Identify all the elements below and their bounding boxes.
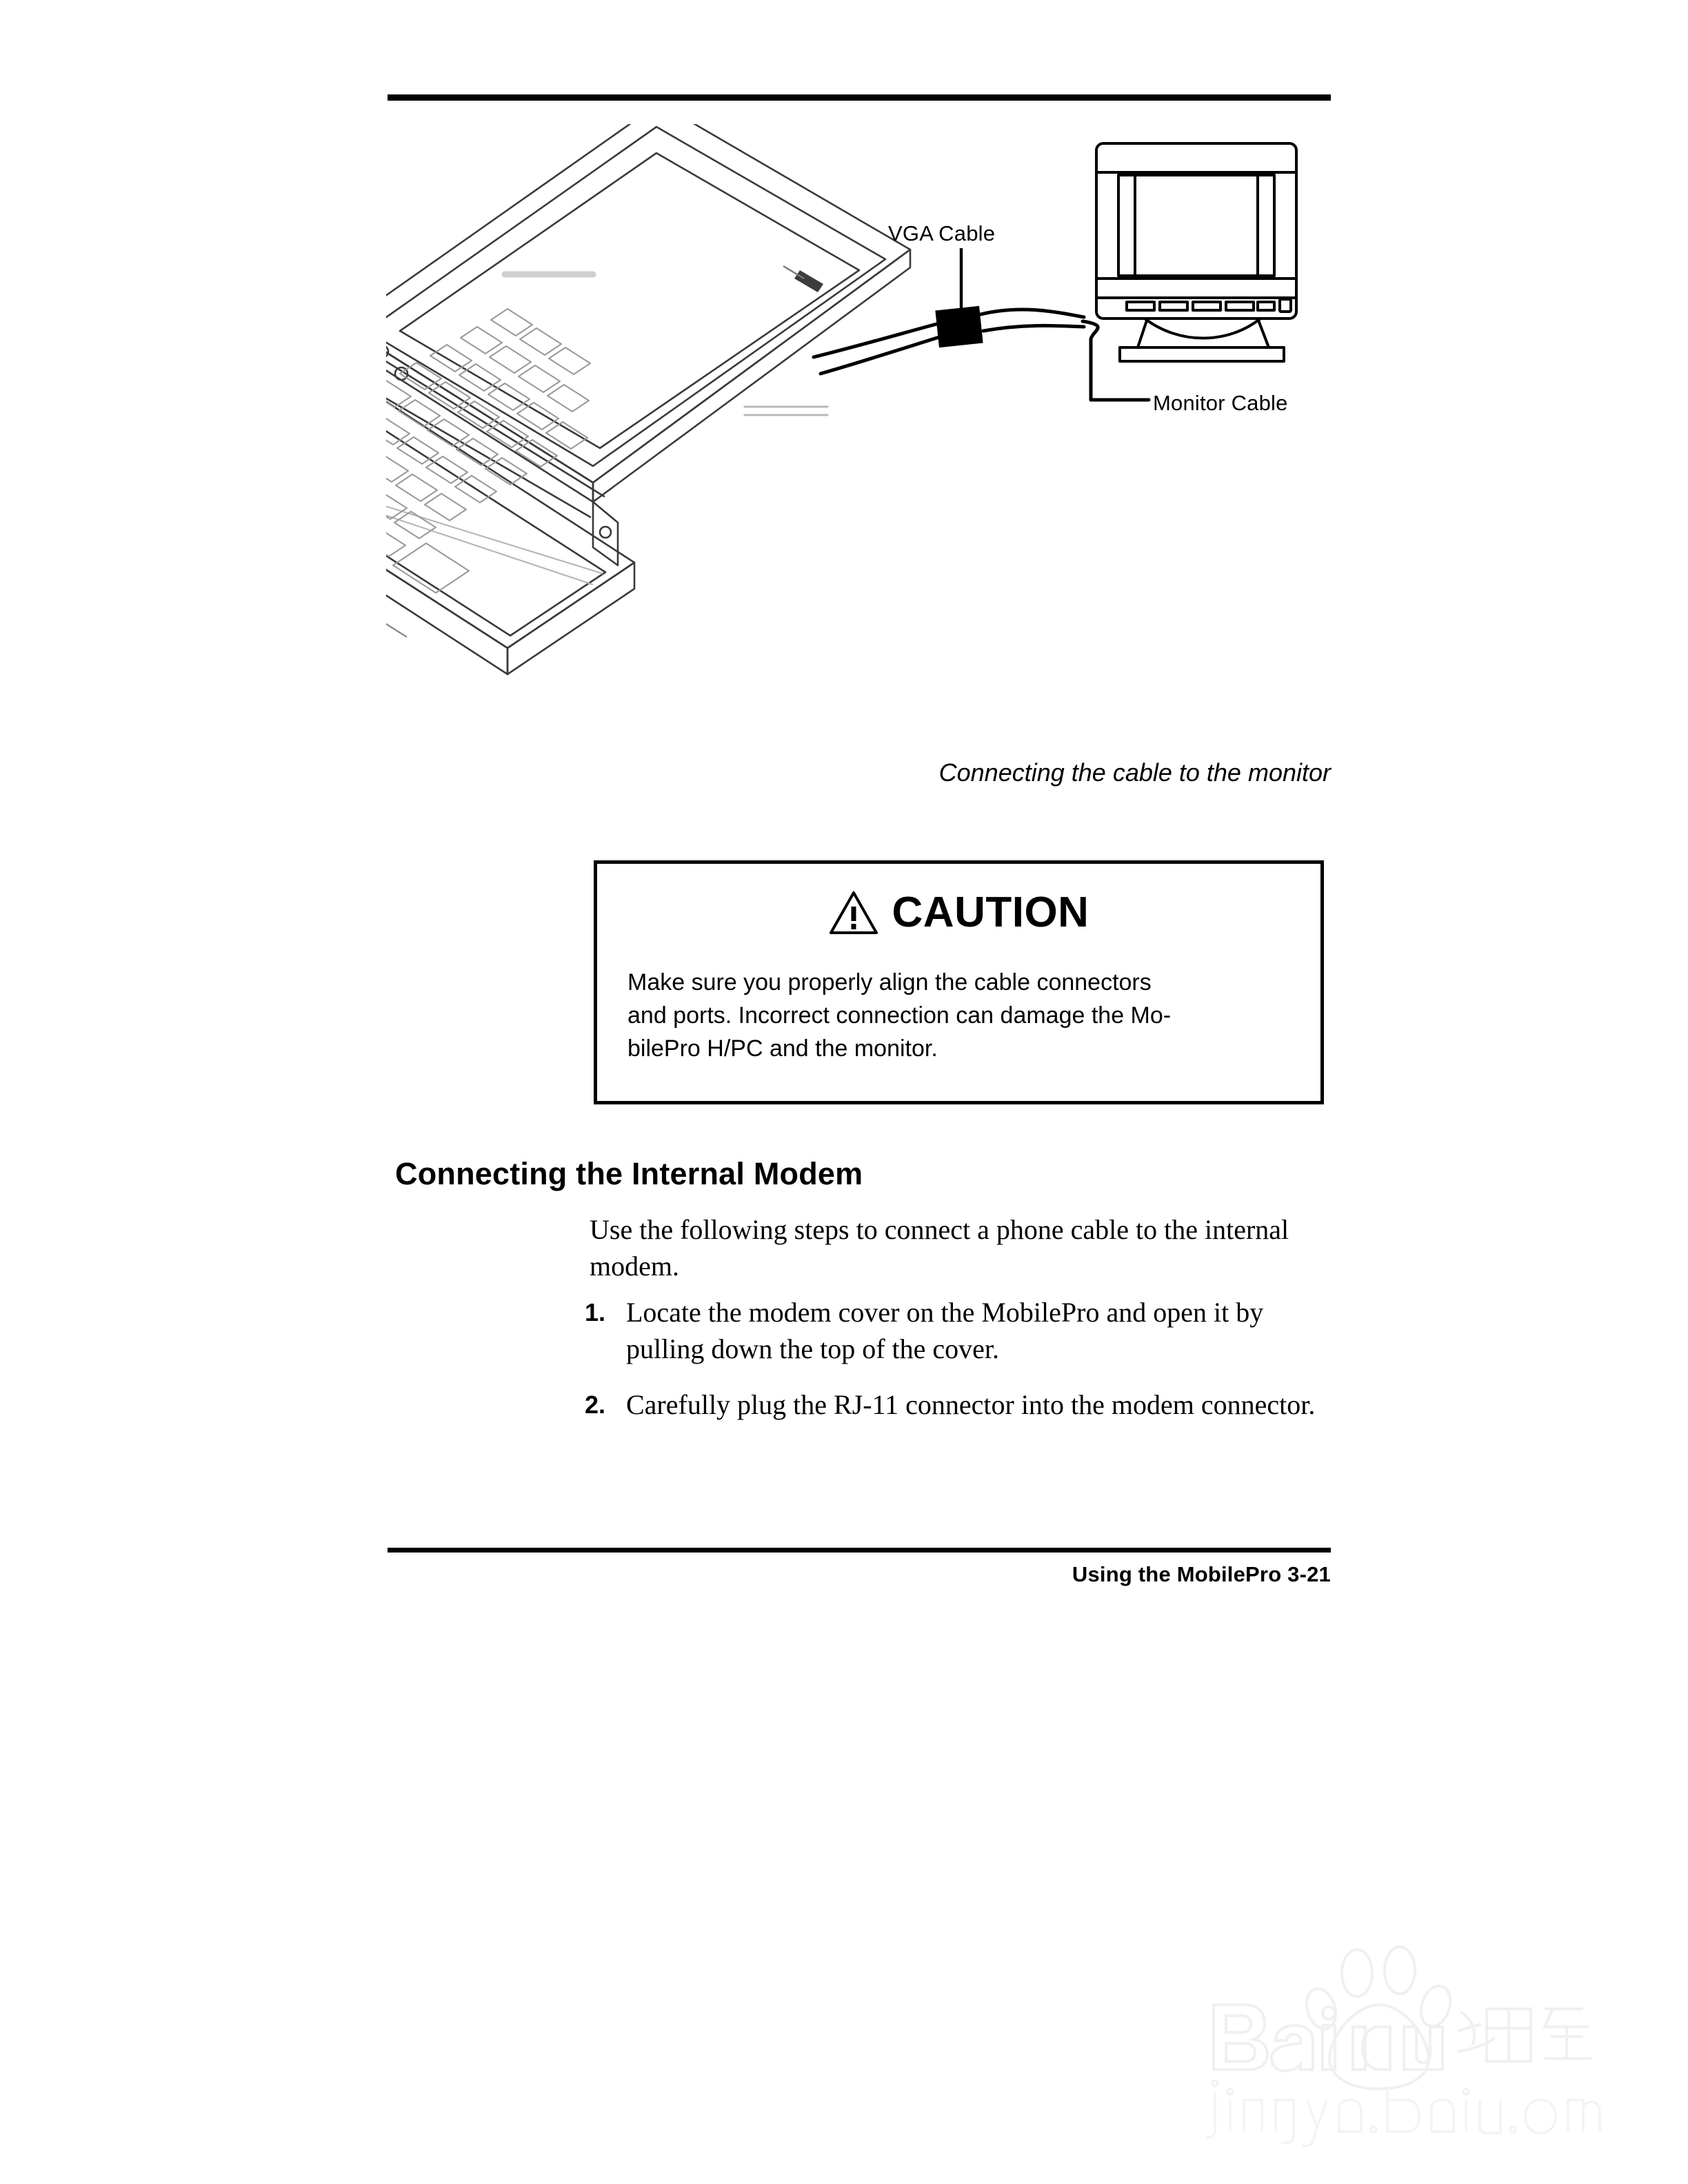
step-text: Locate the modem cover on the MobilePro and open it by pulling down the top of the cover. (626, 1297, 1264, 1364)
baidu-watermark (1172, 1923, 1614, 2151)
caution-line: Make sure you properly align the cable connectors (627, 969, 1152, 995)
header-rule (388, 94, 1331, 101)
caution-box (594, 860, 1324, 1104)
footer-rule (388, 1548, 1331, 1553)
step-text: Carefully plug the RJ-11 connector into the modem connector. (626, 1389, 1316, 1420)
section-heading-connecting-internal-modem: Connecting the Internal Modem (395, 1156, 863, 1191)
caution-text (627, 966, 1283, 1065)
section-intro-paragraph (590, 1211, 1331, 1284)
steps-list (585, 1294, 1336, 1442)
caution-header (597, 890, 1320, 936)
caution-line: and ports. Incorrect connection can damage the Mo- (627, 1002, 1172, 1029)
caution-title: CAUTION (892, 889, 1089, 936)
figure-label-monitor-cable: Monitor Cable (1153, 391, 1288, 415)
step-number: 2. (585, 1391, 606, 1419)
step-number: 1. (585, 1298, 606, 1326)
intro-text: Use the following steps to connect a phone cable to the internal modem. (590, 1214, 1289, 1282)
warning-triangle-icon (829, 890, 878, 936)
list-item (585, 1294, 1336, 1367)
page-footer: Using the MobilePro 3-21 (1072, 1562, 1331, 1586)
caution-line: bilePro H/PC and the monitor. (627, 1035, 938, 1062)
figure-label-vga-cable: VGA Cable (888, 221, 996, 245)
figure-laptop-monitor-connection (386, 124, 1352, 745)
figure-caption: Connecting the cable to the monitor (938, 758, 1331, 787)
list-item (585, 1386, 1336, 1423)
